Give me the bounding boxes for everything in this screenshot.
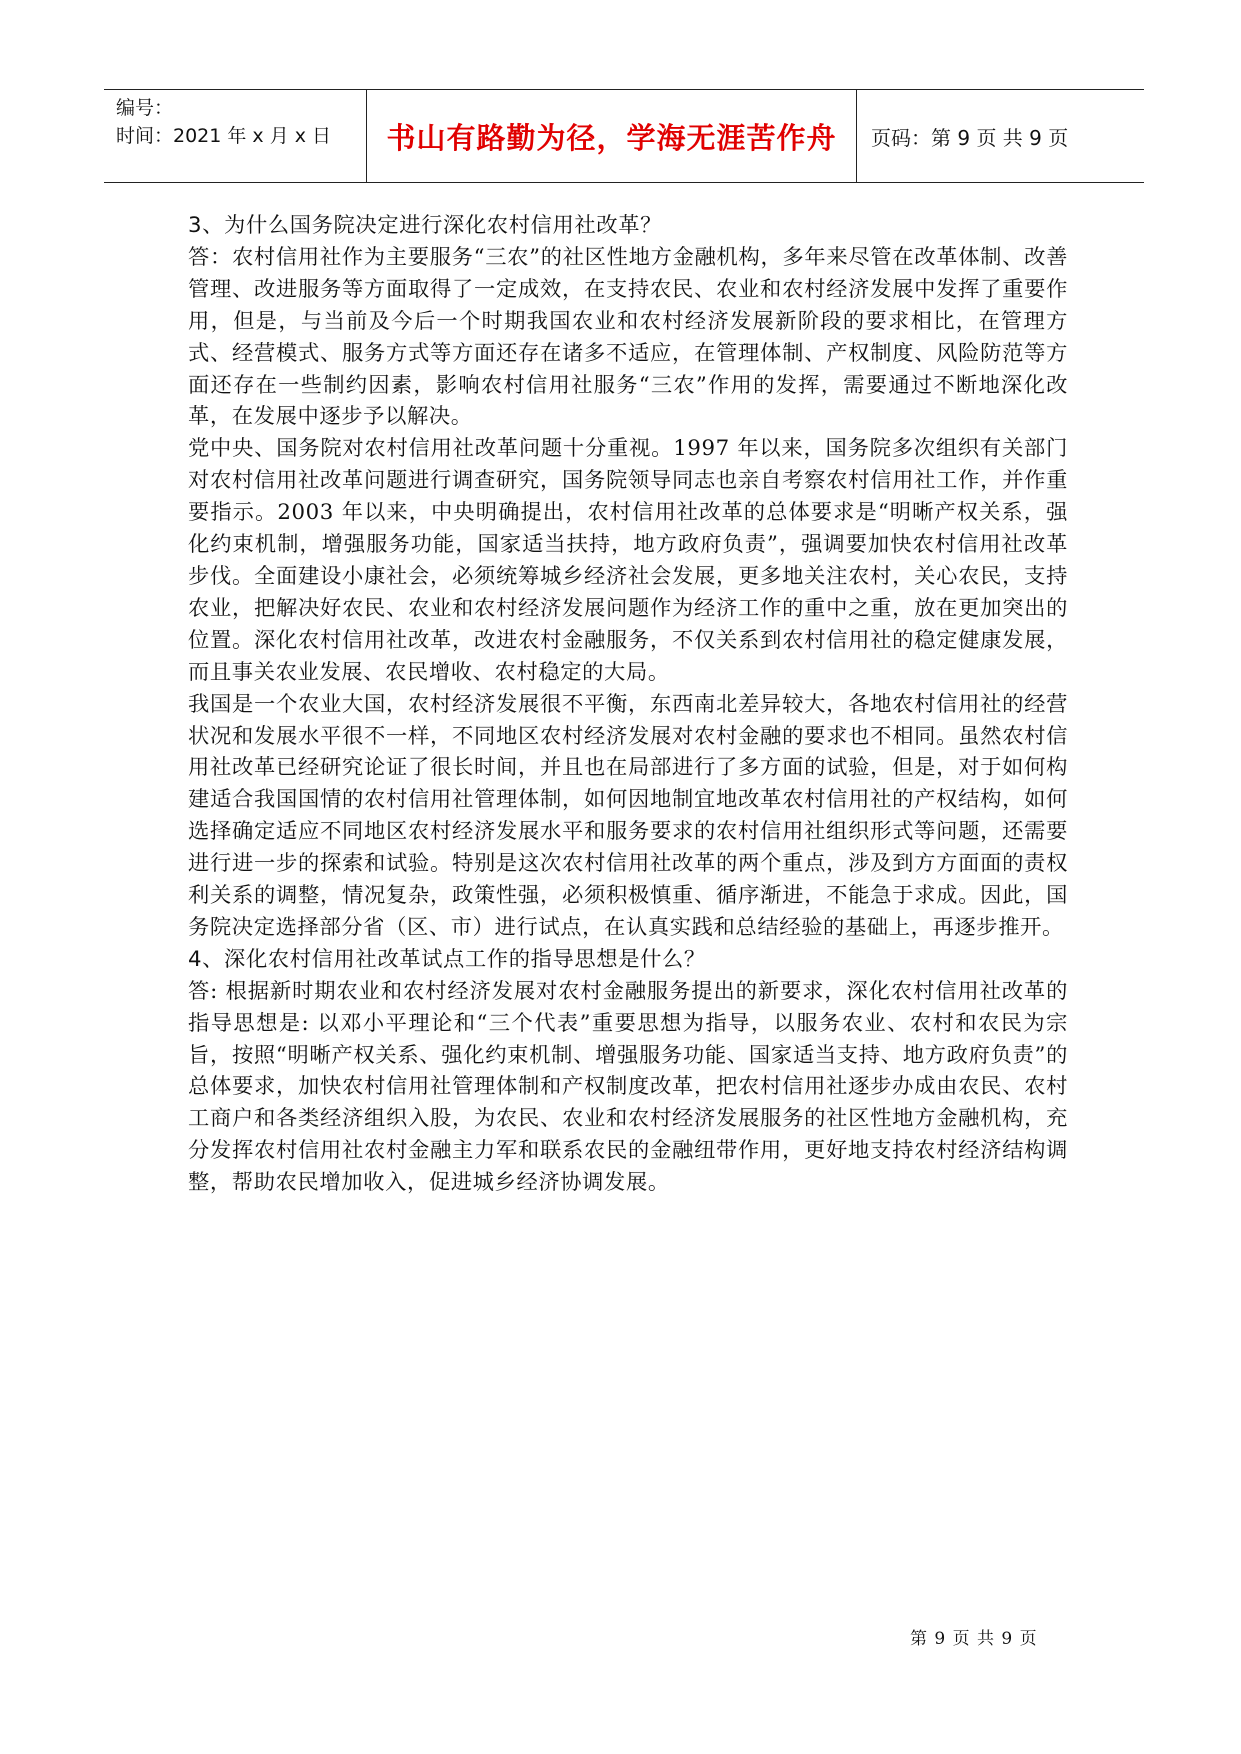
document-body	[188, 210, 1068, 1199]
question-3-answer-paragraph-2: 党中央、国务院对农村信用社改革问题十分重视。1997 年以来，国务院多次组织有关部门对农村信用社改革问题进行调查研究，国务院领导同志也亲自考察农村信用社工作，并作重要指示。2003 年以来，中央明确提出，农村信用社改革的总体要求是“明晰产权关系，强化约束机制，增强服务功能，国家适当扶持，地方政府负责”，强调要加快农村信用社改革步伐。全面建设小康社会，必须统筹城乡经济社会发展，更多地关注农村，关心农民，支持农业，把解决好农民、农业和农村经济发展问题作为经济工作的重中之重，放在更加突出的位置。深化农村信用社改革，改进农村金融服务，不仅关系到农村信用社的稳定健康发展，而且事关农业发展、农民增收、农村稳定的大局。	[188, 436, 1068, 685]
header-page-label: 页码：第 9 页 共 9 页	[871, 125, 1069, 150]
document-time-label: 时间：2021 年 x 月 x 日	[116, 125, 332, 147]
page-header	[104, 89, 1144, 183]
question-3-answer-paragraph-1: 答：农村信用社作为主要服务“三农”的社区性地方金融机构，多年来尽管在改革体制、改善管理、改进服务等方面取得了一定成效，在支持农民、农业和农村经济发展中发挥了重要作用，但是，与当前及今后一个时期我国农业和农村经济发展新阶段的要求相比，在管理方式、经营模式、服务方式等方面还存在诸多不适应，在管理体制、产权制度、风险防范等方面还存在一些制约因素，影响农村信用社服务“三农”作用的发挥，需要通过不断地深化改革，在发展中逐步予以解决。	[188, 244, 1068, 430]
page-footer: 第 9 页 共 9 页	[910, 1629, 1038, 1649]
question-3-heading: 3、为什么国务院决定进行深化农村信用社改革？	[188, 213, 662, 238]
question-3-answer-paragraph-3: 我国是一个农业大国，农村经济发展很不平衡，东西南北差异较大，各地农村信用社的经营状况和发展水平很不一样，不同地区农村经济发展对农村金融的要求也不相同。虽然农村信用社改革已经研究论证了很长时间，并且也在局部进行了多方面的试验，但是，对于如何构建适合我国国情的农村信用社管理体制，如何因地制宜地改革农村信用社的产权结构，如何选择确定适应不同地区农村经济发展水平和服务要求的农村信用社组织形式等问题，还需要进行进一步的探索和试验。特别是这次农村信用社改革的两个重点，涉及到方方面面的责权利关系的调整，情况复杂，政策性强，必须积极慎重、循序渐进，不能急于求成。因此，国务院决定选择部分省（区、市）进行试点，在认真实践和总结经验的基础上，再逐步推开。	[188, 691, 1068, 940]
question-4-heading: 4、深化农村信用社改革试点工作的指导思想是什么？	[188, 946, 706, 972]
document-number-label: 编号：	[116, 97, 174, 119]
header-motto: 书山有路勤为径，学海无涯苦作舟	[367, 90, 857, 182]
header-meta	[104, 90, 367, 182]
question-4-answer-paragraph-1: 答: 根据新时期农业和农村经济发展对农村金融服务提出的新要求，深化农村信用社改革的指导思想是: 以邓小平理论和“三个代表”重要思想为指导，以服务农业、农村和农民为宗旨，按照“明晰产权关系、强化约束机制、增强服务功能、国家适当支持、地方政府负责”的总体要求，加快农村信用社管理体制和产权制度改革，把农村信用社逐步办成由农民、农村工商户和各类经济组织入股，为农民、农业和农村经济发展服务的社区性地方金融机构，充分发挥农村信用社农村金融主力军和联系农民的金融纽带作用，更好地支持农村经济结构调整，帮助农民增加收入，促进城乡经济协调发展。	[188, 978, 1068, 1196]
